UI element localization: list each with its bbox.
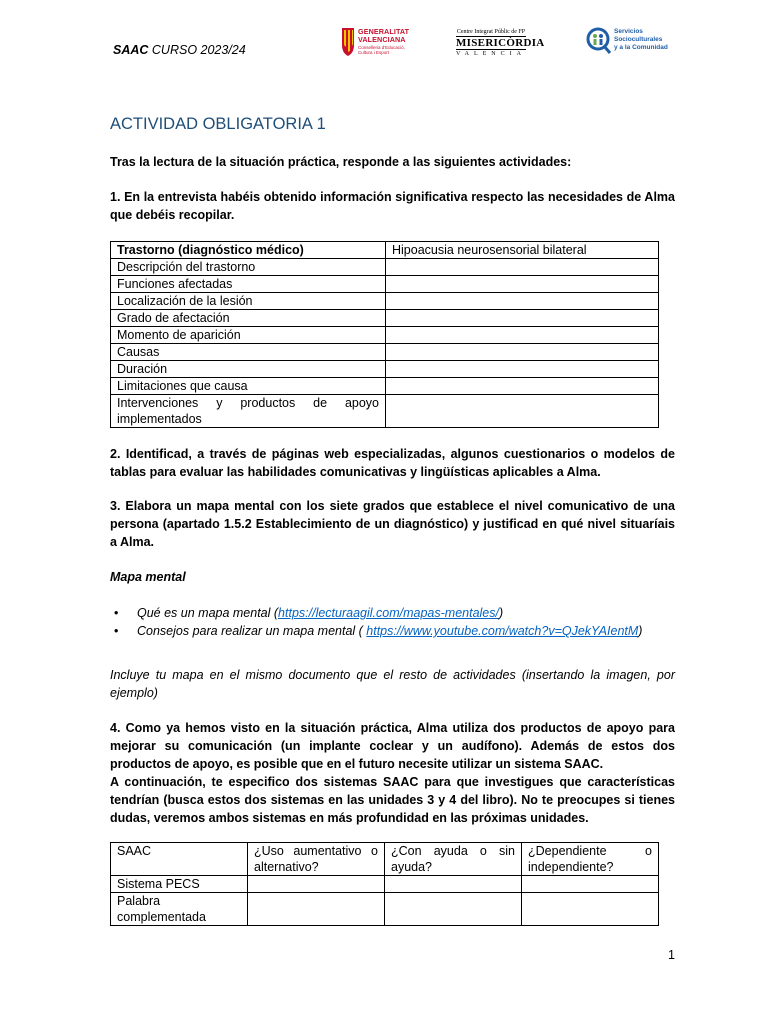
table-row — [111, 378, 659, 395]
ssc-line-2: Socioculturales — [614, 35, 663, 43]
link-list — [110, 604, 642, 640]
link-prefix: Qué es un mapa mental ( — [137, 606, 279, 620]
table-cell-empty — [386, 259, 659, 276]
table-cell-line: Intervenciones y productos de apoyo — [117, 396, 379, 410]
table-header-cell: ¿Con ayuda o sin ayuda? — [385, 843, 522, 876]
table-cell-empty — [522, 893, 659, 926]
needs-table — [110, 241, 659, 428]
table-header-cell: Trastorno (diagnóstico médico) — [111, 242, 386, 259]
table-cell-empty — [385, 893, 522, 926]
question-2: 2. Identificad, a través de páginas web especializadas, algunos cuestionarios o modelos de tablas para evaluar las habilidades comunicativas y lingüísticas aplicables a Alma. — [110, 447, 675, 479]
table-cell-empty — [386, 327, 659, 344]
youtube-link[interactable]: https://www.youtube.com/watch?v=QJekYAIentM — [366, 624, 639, 638]
table-header-cell: ¿Uso aumentativo o alternativo? — [248, 843, 385, 876]
table-cell: Grado de afectación — [111, 310, 386, 327]
link-prefix: Consejos para realizar un mapa mental ( — [137, 624, 367, 638]
misericordia-logo — [452, 29, 545, 57]
table-cell-empty — [522, 876, 659, 893]
table-header-value: Hipoacusia neurosensorial bilateral — [386, 242, 659, 259]
table-cell: Descripción del trastorno — [111, 259, 386, 276]
mapa-heading: Mapa mental — [110, 570, 186, 584]
table-cell: Limitaciones que causa — [111, 378, 386, 395]
table-cell-empty — [386, 378, 659, 395]
generalitat-logo — [340, 27, 420, 57]
question-3: 3. Elabora un mapa mental con los siete grados que establece el nivel comunicativo de una persona (apartado 1.5.2 Establecimiento de un diagnóstico) y justificad en qué nivel situaríais a Alma. — [110, 499, 675, 549]
ssc-line-3: y a la Comunidad — [614, 43, 668, 51]
table-row — [111, 310, 659, 327]
gva-sub-2: Cultura i Esport — [358, 50, 390, 55]
bullet-icon: • — [114, 624, 119, 638]
gva-line-2: VALENCIANA — [358, 35, 406, 44]
table-cell-line: implementados — [117, 412, 202, 426]
gva-line-1: GENERALITAT — [358, 27, 410, 36]
table-row — [111, 293, 659, 310]
mis-sub: VALENCIA — [456, 51, 526, 57]
mis-main: MISERICÒRDIA — [456, 37, 545, 49]
link-suffix: ) — [498, 606, 504, 620]
page-title: ACTIVIDAD OBLIGATORIA 1 — [110, 115, 326, 133]
table-cell: Duración — [111, 361, 386, 378]
table-cell: Localización de la lesión — [111, 293, 386, 310]
ssc-line-1: Servicios — [614, 28, 643, 35]
header-course-text: CURSO 2023/24 — [148, 43, 246, 57]
table-row — [111, 259, 659, 276]
table-cell-empty — [386, 361, 659, 378]
question-4: 4. Como ya hemos visto en la situación práctica, Alma utiliza dos productos de apoyo para mejorar su comunicación (un implante coclear y un audífono). Además de estos dos productos de apoyo, es posible que en el futuro necesite utilizar un sistema SAAC. — [110, 721, 675, 771]
mapas-mentales-link[interactable]: https://lecturaagil.com/mapas-mentales/ — [278, 606, 499, 620]
header-saac: SAAC — [113, 43, 149, 57]
table-header-cell: SAAC — [111, 843, 248, 876]
table-row — [111, 327, 659, 344]
table-cell: Funciones afectadas — [111, 276, 386, 293]
mis-top: Centre Integrat Públic de FP — [456, 29, 526, 35]
saac-table — [110, 842, 659, 926]
table-row — [111, 395, 659, 428]
table-row — [111, 361, 659, 378]
table-cell-empty — [385, 876, 522, 893]
list-item — [110, 604, 642, 622]
table-row — [111, 843, 659, 876]
link-suffix: ) — [638, 624, 643, 638]
table-cell: Causas — [111, 344, 386, 361]
table-cell-empty — [386, 344, 659, 361]
table-header-cell: ¿Dependiente o independiente? — [522, 843, 659, 876]
table-cell-empty — [248, 876, 385, 893]
generalitat-emblem-icon — [340, 27, 356, 57]
table-row — [111, 893, 659, 926]
table-cell-empty — [386, 293, 659, 310]
question-4b: A continuación, te especifico dos sistemas SAAC para que investigues que características tendrían (busca estos dos sistemas en las unidades 3 y 4 del libro). No te preocupes si tienes dudas, veremos ambos sistemas en más profundidad en las próximas unidades. — [110, 775, 675, 825]
table-cell-empty — [386, 395, 659, 428]
intro-text: Tras la lectura de la situación práctica, responde a las siguientes actividades: — [110, 155, 572, 169]
table-row — [111, 344, 659, 361]
ssc-emblem-icon — [586, 27, 612, 55]
table-cell: Momento de aparición — [111, 327, 386, 344]
table-cell — [111, 395, 386, 428]
table-row — [111, 276, 659, 293]
table-cell-empty — [386, 276, 659, 293]
table-cell-empty — [248, 893, 385, 926]
list-item — [110, 622, 642, 640]
page-number: 1 — [668, 948, 675, 962]
ssc-logo — [586, 27, 668, 59]
table-row — [111, 242, 659, 259]
table-cell: Palabra complementada — [111, 893, 248, 926]
table-row — [111, 876, 659, 893]
gva-sub-1: Conselleria d'Educació, — [358, 45, 405, 50]
bullet-icon: • — [114, 606, 119, 620]
question-1: 1. En la entrevista habéis obtenido información significativa respecto las necesidades de Alma que debéis recopilar. — [110, 190, 675, 222]
table-cell-empty — [386, 310, 659, 327]
table-cell: Sistema PECS — [111, 876, 248, 893]
incluye-text: Incluye tu mapa en el mismo documento que el resto de actividades (insertando la imagen, por ejemplo) — [110, 668, 675, 700]
header-course — [113, 43, 246, 57]
